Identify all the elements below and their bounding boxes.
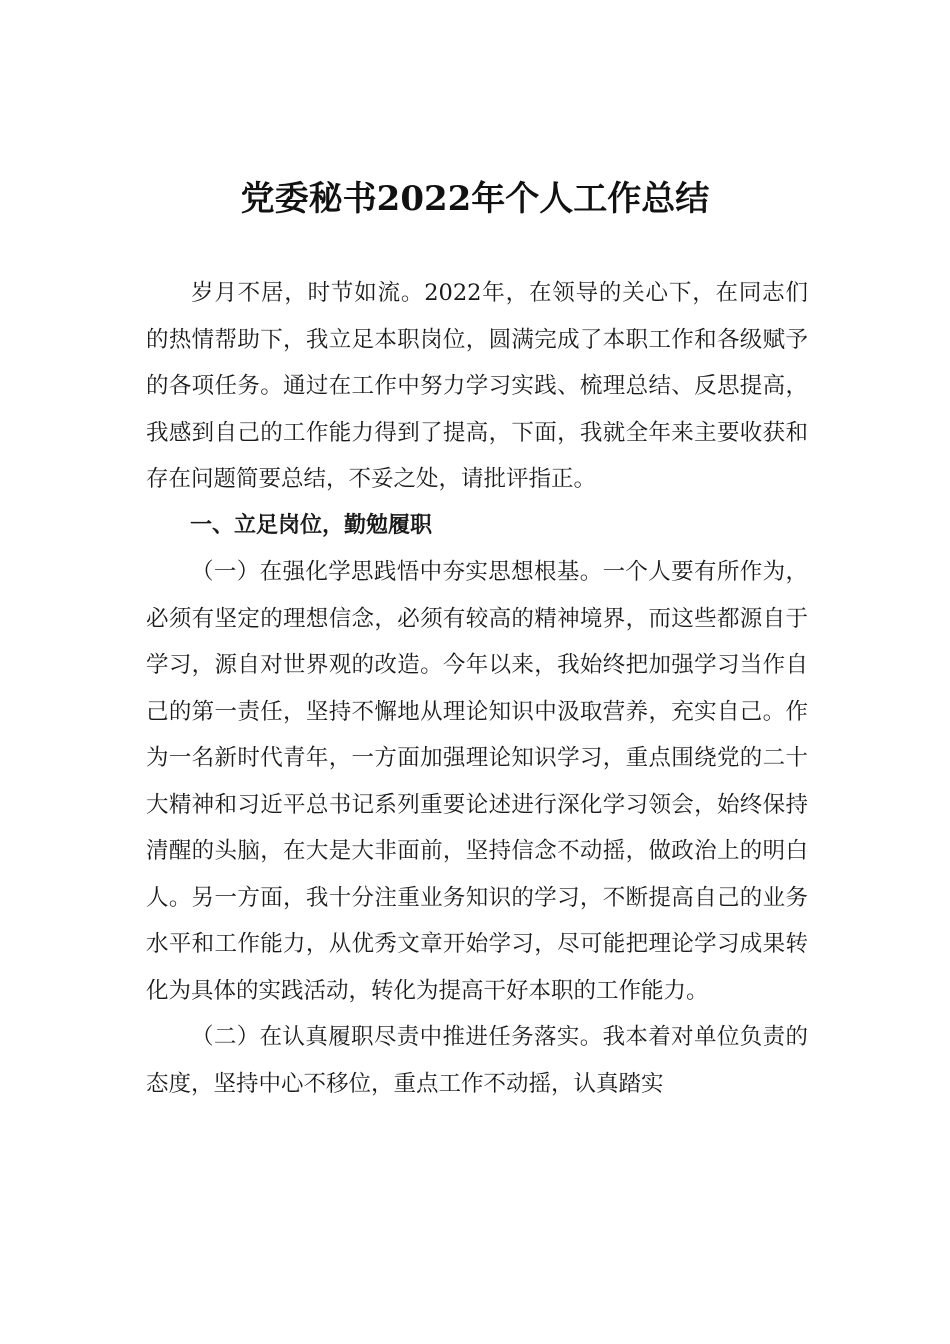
document-title: 党委秘书2022年个人工作总结 [240, 179, 710, 219]
paragraph-point-1: （一）在强化学思践悟中夯实思想根基。一个人要有所作为，必须有坚定的理想信念，必须有较高的精神境界，而这些都源自于学习，源自对世界观的改造。今年以来，我始终把加强学习当作自己的第一责任，坚持不懈地从理论知识中汲取营养，充实自己。作为一名新时代青年，一方面加强理论知识学习，重点围绕党的二十大精神和习近平总书记系列重要论述进行深化学习领会，始终保持清醒的头脑，在大是大非面前，坚持信念不动摇，做政治上的明白人。另一方面，我十分注重业务知识的学习，不断提高自己的业务水平和工作能力，从优秀文章开始学习，尽可能把理论学习成果转化为具体的实践活动，转化为提高干好本职的工作能力。 [146, 559, 808, 1004]
paragraph-intro: 岁月不居，时节如流。2022年，在领导的关心下，在同志们的热情帮助下，我立足本职岗位，圆满完成了本职工作和各级赋予的各项任务。通过在工作中努力学习实践、梳理总结、反思提高，我感到自己的工作能力得到了提高，下面，我就全年来主要收获和存在问题简要总结，不妥之处，请批评指正。 [146, 280, 808, 492]
paragraph-point-2: （二）在认真履职尽责中推进任务落实。我本着对单位负责的态度，坚持中心不移位，重点工作不动摇，认真踏实 [146, 1024, 808, 1097]
document-body [146, 270, 808, 1107]
section-heading: 一、立足岗位，勤勉履职 [190, 512, 433, 538]
